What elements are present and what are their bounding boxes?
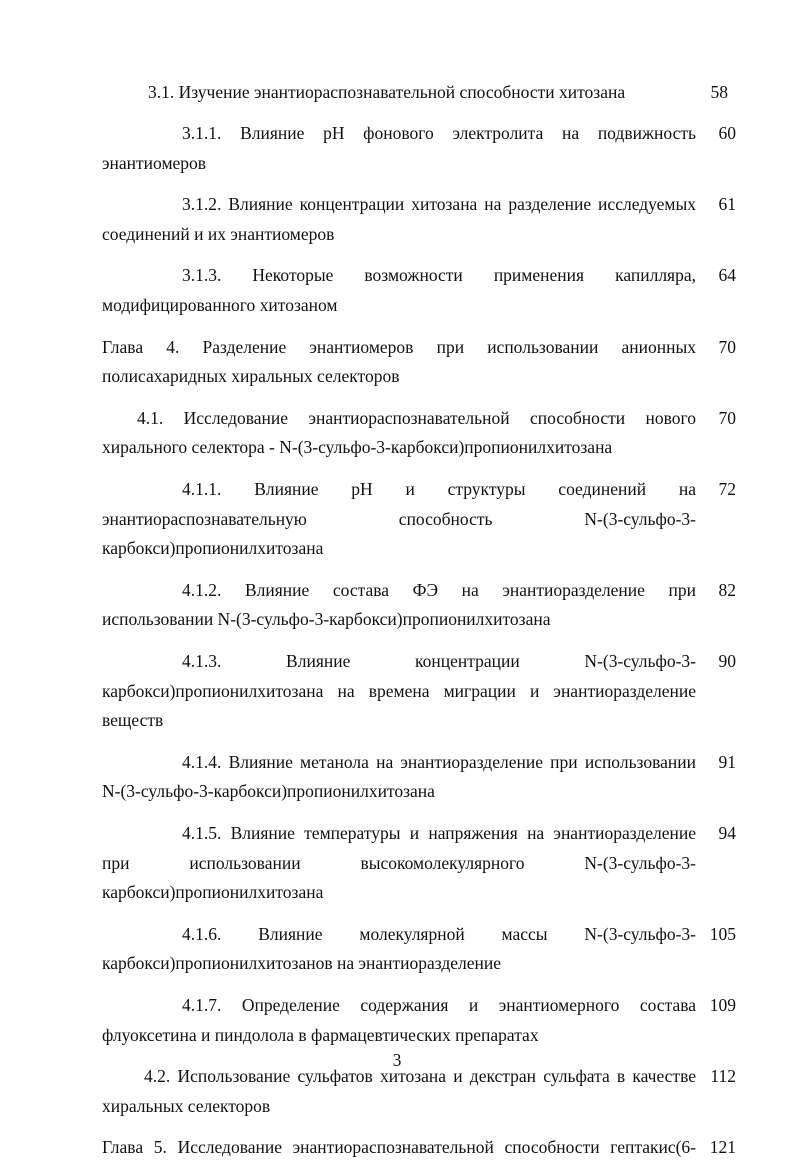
- toc-entry[interactable]: [102, 819, 736, 908]
- toc-entry-page: 64: [718, 265, 736, 286]
- toc-entry-page: 58: [710, 82, 728, 102]
- toc-entry-text: 4.1. Исследование энантиораспознавательной способности нового хирального селектора - N-(3-сульфо-3-карбокси)пропионилхитозана: [102, 407, 697, 458]
- table-of-contents: [102, 78, 736, 1174]
- toc-entry-text: 4.1.4. Влияние метанола на энантиоразделение при использовании N-(3-сульфо-3-карбокси)пропионилхитозана: [102, 751, 697, 802]
- toc-entry-page: 82: [718, 579, 736, 600]
- toc-entry-text: 4.1.5. Влияние температуры и напряжения на энантиоразделение при использовании высокомолекулярного N-(3-сульфо-3-карбокси)пропионилхитозана: [102, 822, 696, 903]
- toc-entry[interactable]: [102, 647, 736, 736]
- toc-entry[interactable]: [102, 261, 736, 321]
- toc-entry-page: 112: [710, 1065, 736, 1086]
- toc-entry-page: 94: [718, 822, 736, 843]
- toc-entry[interactable]: [102, 1133, 736, 1163]
- toc-entry[interactable]: [102, 475, 736, 564]
- toc-entry[interactable]: [102, 920, 736, 980]
- toc-entry-text: 4.1.6. Влияние молекулярной массы N-(3-сульфо-3-карбокси)пропионилхитозанов на энантиоразделение: [102, 923, 696, 974]
- toc-entry[interactable]: [102, 576, 736, 636]
- toc-entry-text: 4.1.3. Влияние концентрации N-(3-сульфо-3-карбокси)пропионилхитозана на времена миграции и энантиоразделение веществ: [102, 650, 696, 731]
- toc-entry-text: Глава 5. Исследование энантиораспознавательной способности гептакис(6-: [102, 1136, 697, 1157]
- toc-entry-text: 3.1.2. Влияние концентрации хитозана на разделение исследуемых соединений и их энантиомеров: [102, 194, 696, 245]
- toc-entry[interactable]: [102, 78, 736, 108]
- toc-entry[interactable]: [102, 991, 736, 1051]
- toc-entry[interactable]: [102, 404, 736, 464]
- toc-entry-page: 72: [718, 478, 736, 499]
- toc-entry-page: 121: [709, 1136, 736, 1157]
- toc-entry-text: Глава 4. Разделение энантиомеров при использовании анионных полисахаридных хиральных селекторов: [102, 336, 696, 387]
- toc-entry-text: 3.1. Изучение энантиораспознавательной способности хитозана: [148, 82, 626, 102]
- toc-entry-page: 61: [718, 194, 736, 215]
- toc-entry[interactable]: [102, 190, 736, 250]
- toc-entry-text: 4.1.2. Влияние состава ФЭ на энантиоразделение при использовании N-(3-сульфо-3-карбокси)пропионилхитозана: [102, 579, 697, 630]
- toc-entry-page: 109: [709, 994, 736, 1015]
- toc-entry-page: 105: [709, 923, 736, 944]
- toc-entry-text: 4.1.7. Определение содержания и энантиомерного состава флуоксетина и пиндолола в фармацевтических препаратах: [102, 994, 697, 1045]
- toc-entry[interactable]: [102, 119, 736, 179]
- toc-entry[interactable]: [102, 748, 736, 808]
- toc-entry-page: 90: [718, 650, 736, 671]
- toc-entry-text: 4.2. Использование сульфатов хитозана и декстран сульфата в качестве хиральных селекторов: [102, 1065, 696, 1116]
- toc-entry-text: 4.1.1. Влияние pH и структуры соединений на энантиораспознавательную способность N-(3-сульфо-3-карбокси)пропионилхитозана: [102, 478, 697, 559]
- toc-entry-text: 3.1.1. Влияние pH фонового электролита на подвижность энантиомеров: [102, 123, 697, 174]
- toc-entry-page: 70: [718, 407, 736, 428]
- page-number: 3: [392, 1050, 402, 1070]
- toc-entry-page: 70: [718, 336, 736, 357]
- toc-entry[interactable]: [102, 333, 736, 393]
- toc-entry-text: 3.1.3. Некоторые возможности применения капилляра, модифицированного хитозаном: [102, 265, 696, 316]
- toc-entry-page: 60: [718, 123, 736, 144]
- toc-entry-page: 91: [718, 751, 736, 772]
